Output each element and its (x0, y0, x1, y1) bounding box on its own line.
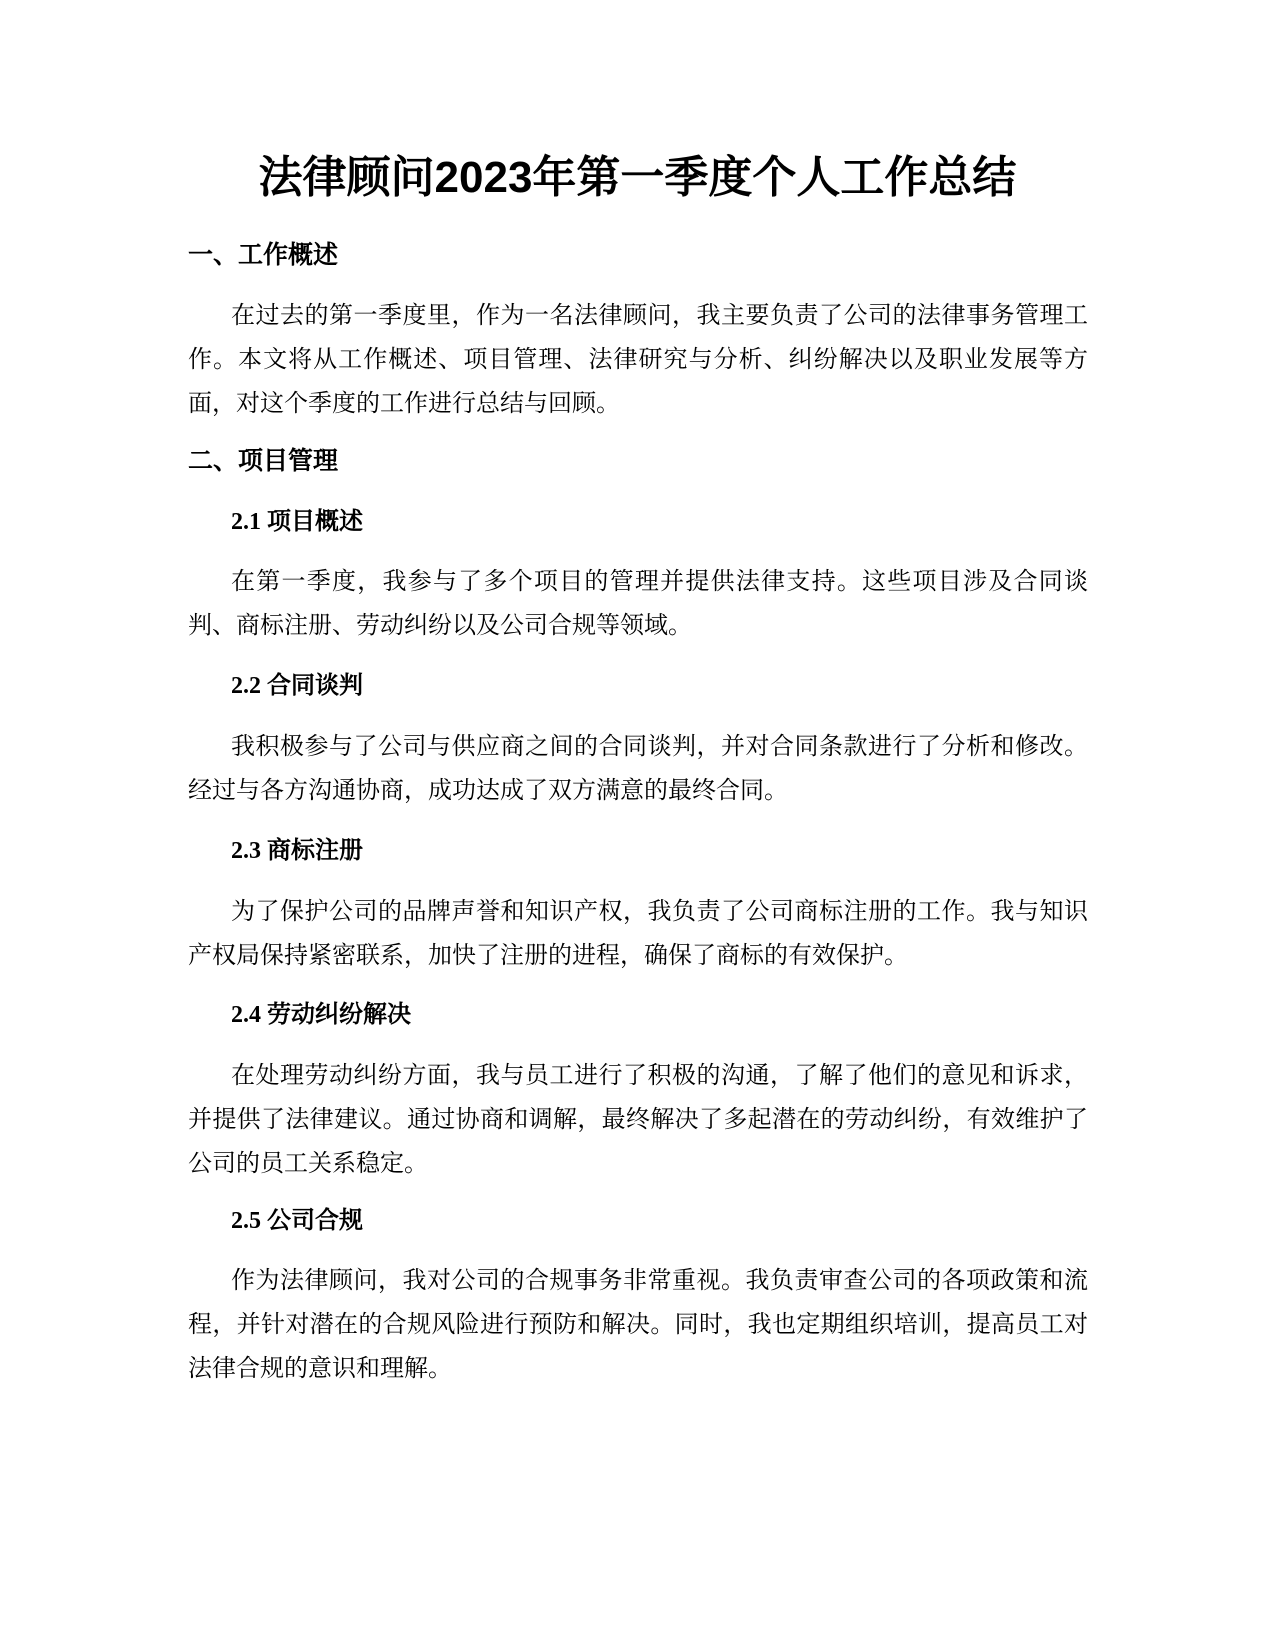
section-heading-project-management: 二、项目管理 (188, 447, 339, 475)
overview-paragraph: 在过去的第一季度里，作为一名法律顾问，我主要负责了公司的法律事务管理工作。本文将从工作概述、项目管理、法律研究与分析、纠纷解决以及职业发展等方面，对这个季度的工作进行总结与回顾。 (188, 303, 1088, 417)
subsection-heading-project-overview: 2.1 项目概述 (231, 509, 363, 535)
subsection-heading-compliance: 2.5 公司合规 (231, 1208, 363, 1234)
contract-negotiation-paragraph: 我积极参与了公司与供应商之间的合同谈判，并对合同条款进行了分析和修改。经过与各方沟通协商，成功达成了双方满意的最终合同。 (188, 734, 1088, 804)
trademark-registration-paragraph: 为了保护公司的品牌声誉和知识产权，我负责了公司商标注册的工作。我与知识产权局保持紧密联系，加快了注册的进程，确保了商标的有效保护。 (188, 899, 1088, 969)
subsection-heading-trademark-registration: 2.3 商标注册 (231, 838, 363, 864)
document-title: 法律顾问2023年第一季度个人工作总结 (258, 153, 1017, 202)
project-overview-paragraph: 在第一季度，我参与了多个项目的管理并提供法律支持。这些项目涉及合同谈判、商标注册、劳动纠纷以及公司合规等领域。 (188, 569, 1088, 639)
labor-dispute-paragraph: 在处理劳动纠纷方面，我与员工进行了积极的沟通，了解了他们的意见和诉求，并提供了法律建议。通过协商和调解，最终解决了多起潜在的劳动纠纷，有效维护了公司的员工关系稳定。 (188, 1063, 1088, 1177)
section-heading-overview: 一、工作概述 (188, 241, 339, 269)
subsection-heading-labor-dispute: 2.4 劳动纠纷解决 (231, 1002, 411, 1028)
subsection-heading-contract-negotiation: 2.2 合同谈判 (231, 673, 363, 699)
compliance-paragraph: 作为法律顾问，我对公司的合规事务非常重视。我负责审查公司的各项政策和流程，并针对潜在的合规风险进行预防和解决。同时，我也定期组织培训，提高员工对法律合规的意识和理解。 (188, 1268, 1088, 1382)
